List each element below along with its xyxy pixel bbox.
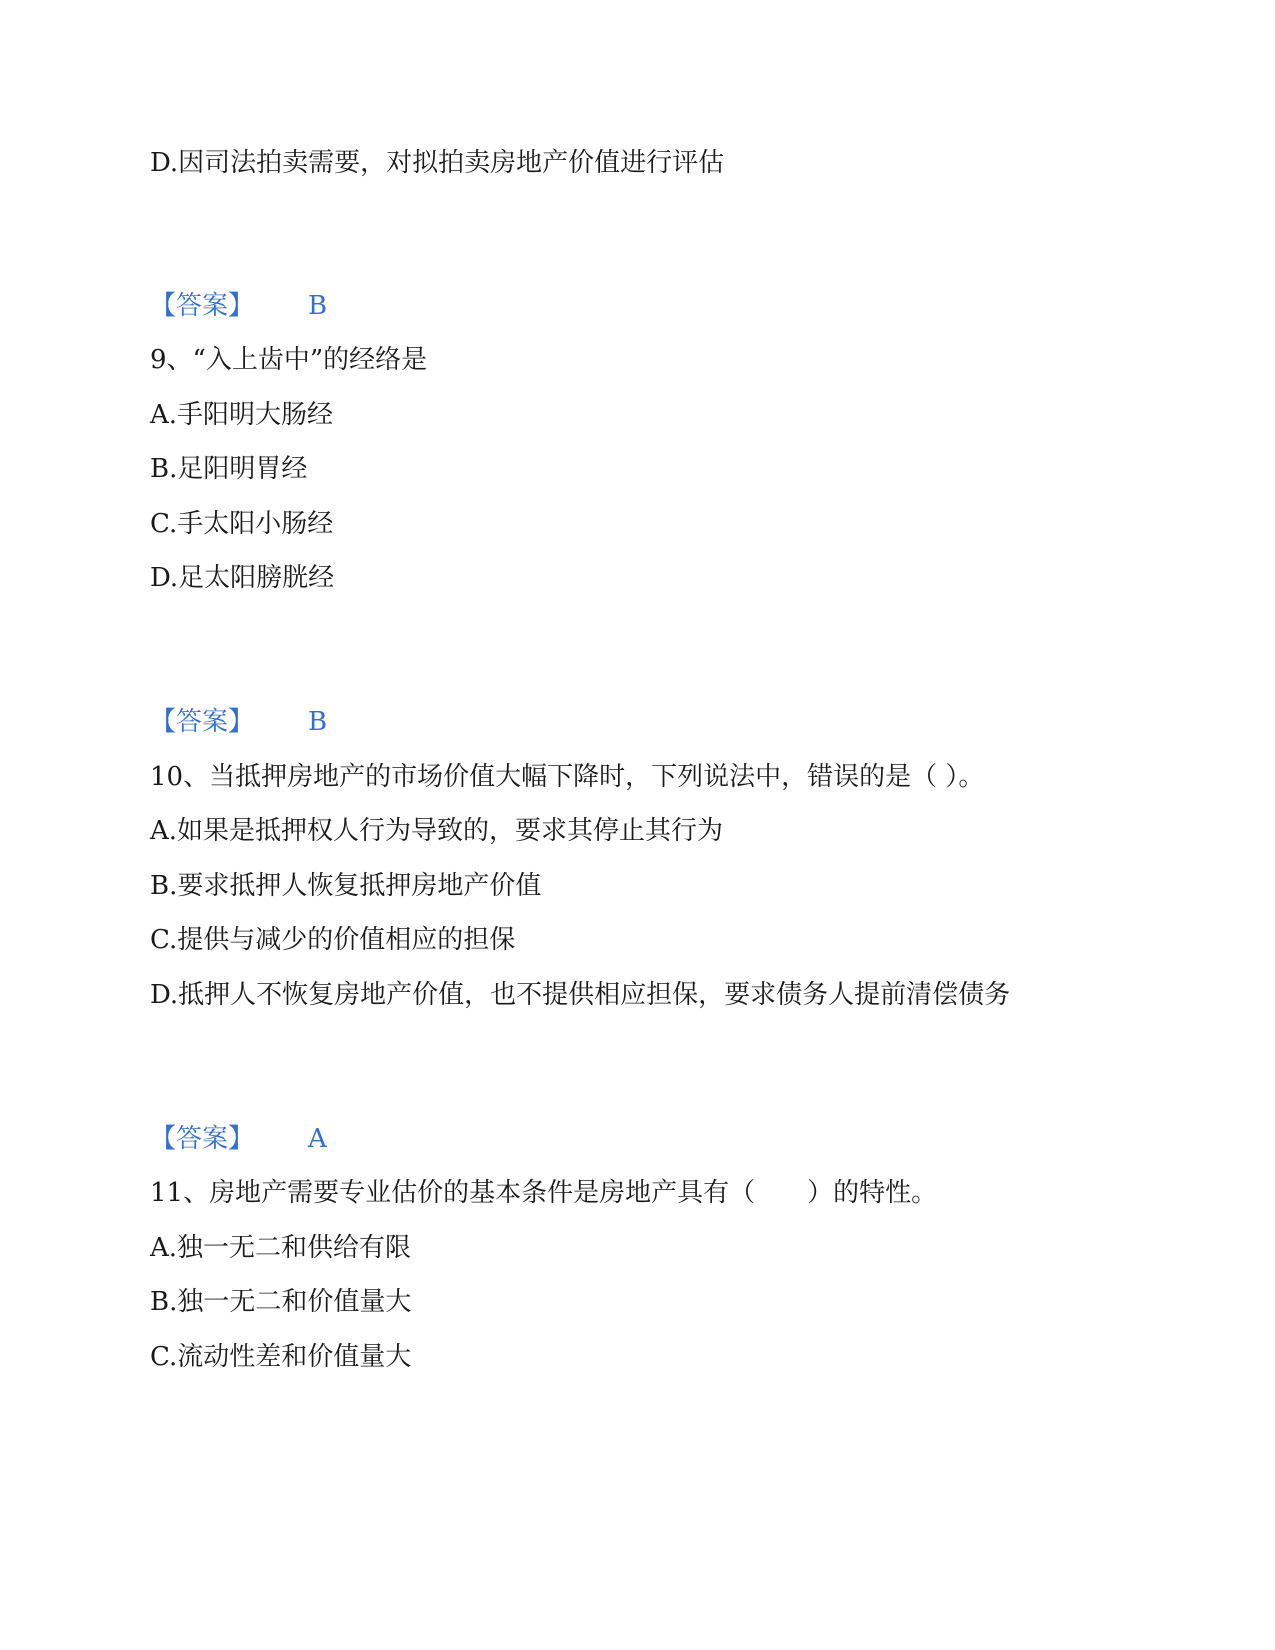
answer-value: A (308, 1124, 327, 1154)
q10-stem: 10、当抵押房地产的市场价值大幅下降时，下列说法中，错误的是（ ）。 (150, 762, 985, 792)
q11-stem: 11、房地产需要专业估价的基本条件是房地产具有（ ）的特性。 (150, 1178, 938, 1208)
q10-option-c: C.提供与减少的价值相应的担保 (150, 925, 516, 955)
q10-option-b: B.要求抵押人恢复抵押房地产价值 (150, 871, 542, 901)
q11-option-c: C.流动性差和价值量大 (150, 1342, 412, 1372)
q9-option-a: A.手阳明大肠经 (150, 400, 334, 430)
answer-label: 【答案】 (150, 1124, 255, 1154)
answer-label: 【答案】 (150, 707, 255, 737)
answer-value: B (308, 291, 328, 321)
answer-label: 【答案】 (150, 291, 255, 321)
q9-option-b: B.足阳明胃经 (150, 454, 308, 484)
answer-value: B (308, 707, 328, 737)
q10-answer (150, 1123, 327, 1155)
q8-answer (150, 290, 327, 322)
q9-stem: 9、“入上齿中”的经络是 (150, 345, 428, 375)
q8-option-d: D.因司法拍卖需要，对拟拍卖房地产价值进行评估 (150, 148, 725, 178)
q11-option-a: A.独一无二和供给有限 (150, 1233, 412, 1263)
q9-option-c: C.手太阳小肠经 (150, 509, 334, 539)
q10-option-a: A.如果是抵押权人行为导致的，要求其停止其行为 (150, 816, 724, 846)
q9-answer (150, 706, 327, 738)
q11-option-b: B.独一无二和价值量大 (150, 1287, 412, 1317)
q9-option-d: D.足太阳膀胱经 (150, 563, 335, 593)
q10-option-d: D.抵押人不恢复房地产价值，也不提供相应担保，要求债务人提前清偿债务 (150, 980, 1011, 1010)
